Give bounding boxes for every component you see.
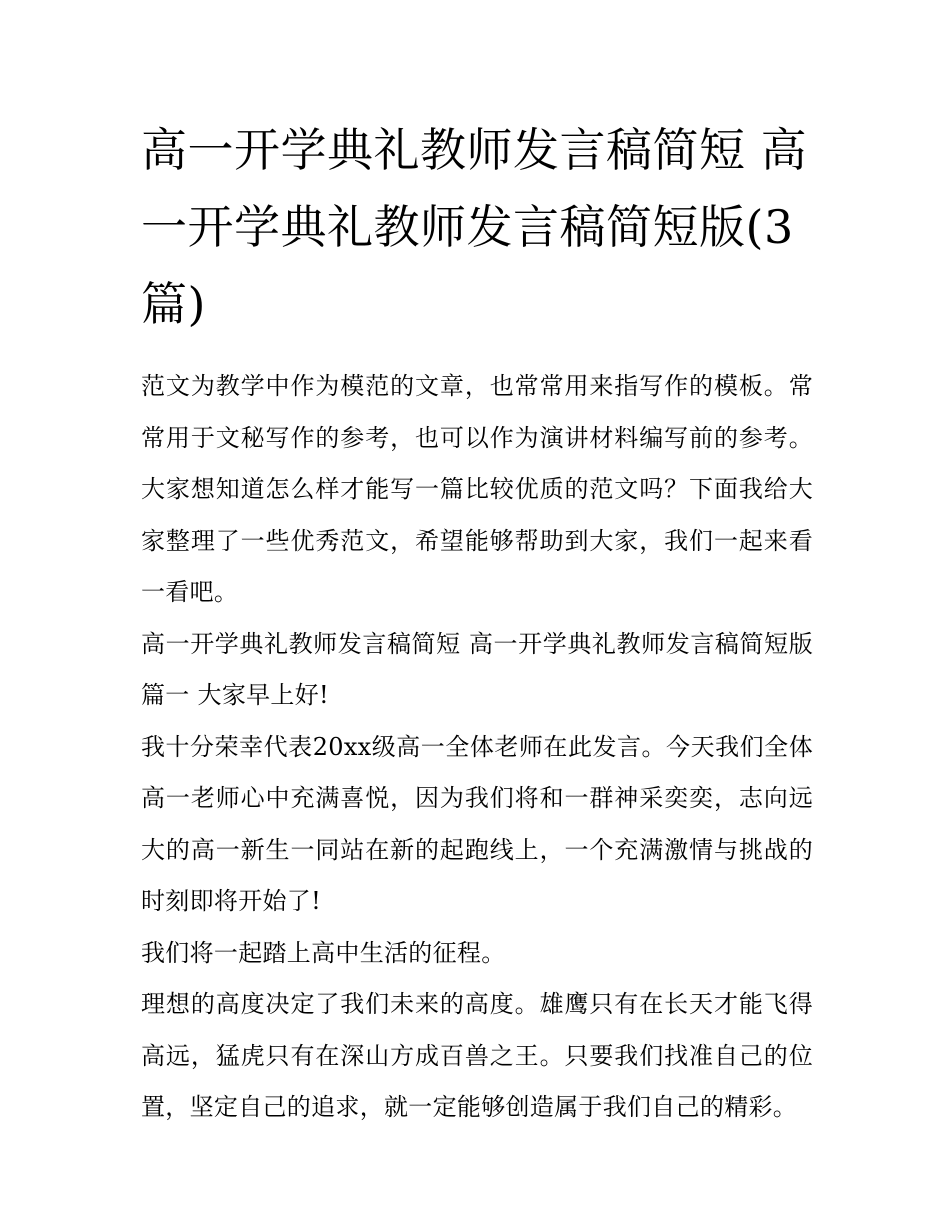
document-title: 高一开学典礼教师发言稿简短 高一开学典礼教师发言稿简短版(3篇) bbox=[141, 123, 808, 331]
body-paragraph: 我们将一起踏上高中生活的征程。 bbox=[141, 938, 506, 967]
body-paragraph: 我十分荣幸代表20xx级高一全体老师在此发言。今天我们全体高一老师心中充满喜悦，因为我们将和一群神采奕奕，志向远大的高一新生一同站在新的起跑线上，一个充满激情与挑战的时刻即将开始了! bbox=[141, 732, 813, 915]
intro-paragraph: 范文为教学中作为模范的文章，也常常用来指写作的模板。常常用于文秘写作的参考，也可以作为演讲材料编写前的参考。大家想知道怎么样才能写一篇比较优质的范文吗？下面我给大家整理了一些优秀范文，希望能够帮助到大家，我们一起来看一看吧。 bbox=[141, 372, 813, 606]
body-paragraph: 理想的高度决定了我们未来的高度。雄鹰只有在长天才能飞得高远，猛虎只有在深山方成百兽之王。只要我们找准自己的位置，坚定自己的追求，就一定能够创造属于我们自己的精彩。 bbox=[141, 990, 813, 1121]
document-page bbox=[141, 112, 813, 1134]
section-heading-paragraph: 高一开学典礼教师发言稿简短 高一开学典礼教师发言稿简短版篇一 大家早上好! bbox=[141, 629, 813, 709]
